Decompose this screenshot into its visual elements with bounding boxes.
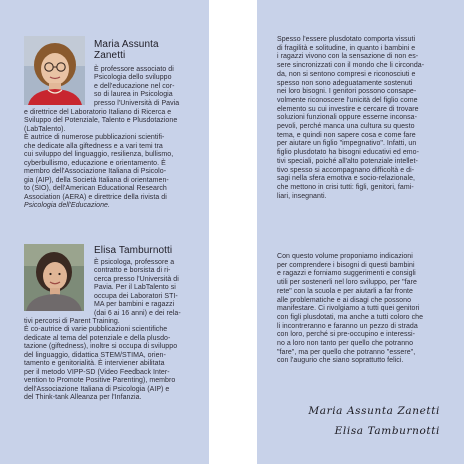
paragraph-2 — [277, 253, 423, 366]
text-line: e ragazzi e forniamo suggerimenti e consigli — [277, 270, 416, 278]
text-line: spesso non sono adeguatamente sostenuti — [277, 79, 413, 87]
bio-line: vention to Promote Positive Parenting), membro — [24, 377, 176, 385]
bio-line: e direttrice del Laboratorio Italiano di Ricerca e — [24, 109, 172, 116]
bio-line: contratto e borsista di ri- — [94, 267, 171, 275]
text-line: che mettono in crisi tutti: figli, genitori, fami- — [277, 183, 414, 191]
text-line: "fare", ma per quello che potranno "essere", — [277, 348, 416, 356]
paragraph-1 — [277, 36, 424, 201]
text-line: tivo spesso si accompagnano difficoltà e di- — [277, 166, 415, 174]
text-line: soluzioni funzionali oppure esserne inconsa- — [277, 114, 417, 122]
author2-bio-full — [24, 318, 177, 403]
bio-line: membro dell'Associazione Italiana di Psicolo- — [24, 168, 167, 176]
bio-line: dedicate al tema del potenziale e della plusdo- — [24, 334, 171, 342]
bio-line: del Think-tank Alleanza per l'Infanzia. — [24, 394, 142, 402]
bio-line: che dedicate alla giftedness e a vari temi tra — [24, 142, 163, 150]
bio-line: e dell'educazione nel cor- — [94, 82, 175, 90]
author2-bio-side — [94, 259, 181, 318]
bio-line: gia (AIP), della Società Italiana di orientamen- — [24, 176, 169, 184]
author2-photo — [24, 244, 84, 311]
text-line: liari, insegnanti. — [277, 192, 327, 200]
bio-line: Pavia. Per il LabTalento si — [94, 284, 176, 292]
text-line: con l'augurio che siano soprattutto felici. — [277, 357, 404, 365]
text-line: li incontreranno e faranno un pezzo di strada — [277, 322, 418, 330]
bio-line: È psicologa, professore a — [94, 259, 175, 266]
author2-name: Elisa Tamburnotti — [94, 245, 173, 256]
text-line: da, non si sentono compresi e riconosciuti e — [277, 70, 416, 78]
text-line: tema, e quindi non sapere cosa e come fare — [277, 131, 416, 139]
text-line: con loro, perché si pre-occupino e interessi- — [277, 331, 416, 339]
bio-line: presso l'Università di Pavia — [94, 99, 180, 107]
bio-line: tamento e genitorialità. È interviener abilitata — [24, 360, 165, 368]
text-line: rete" con la scuola e per aiutarli a far fronte — [277, 287, 413, 295]
bio-line: È autrice di numerose pubblicazioni scientifi- — [24, 134, 165, 142]
text-line: volmente riconoscere l'unicità del figlio come — [277, 96, 418, 104]
author1-name-first: Maria Assunta — [94, 39, 159, 50]
journal-title: Psicologia dell'Educazione. — [24, 201, 110, 209]
bio-line: cyberbullismo, educazione e orientamento. È — [24, 159, 166, 167]
left-panel — [0, 0, 209, 464]
text-line: sagi nella sfera emotiva e socio-relazionale, — [277, 175, 416, 183]
text-line: alle problematiche e ai disagi che possono — [277, 296, 412, 304]
bio-line: È co-autrice di varie pubblicazioni scientifiche — [24, 326, 168, 334]
text-line: con figli plusdotati, ma anche a tutti coloro che — [277, 313, 424, 321]
text-line: elemento su cui investire e cercare di trovare — [277, 105, 419, 113]
text-line: sere sincronizzati con il mondo che li circonda- — [277, 62, 425, 70]
author1-bio-full — [24, 109, 177, 210]
bio-line — [24, 202, 177, 210]
author1-bio-side — [94, 66, 179, 108]
text-line: per comprendere i bisogni di questi bambini — [277, 261, 415, 269]
signature-zanetti: Maria Assunta Zanetti — [308, 405, 440, 417]
text-line: figlio plusdotato ha bisogni educativi ed emo- — [277, 149, 419, 157]
signature-tamburnotti: Elisa Tamburnotti — [334, 425, 440, 437]
right-panel — [257, 0, 464, 464]
bio-line: È professore associato di — [94, 66, 174, 73]
text-line: nei loro bisogni. I genitori possono consape- — [277, 88, 417, 96]
text-line: di fragilità e solitudine, in quanto i bambini e — [277, 44, 416, 52]
bio-line: tazione (giftedness), inoltre si occupa di sviluppo — [24, 343, 178, 351]
bio-line: (dai 6 ai 16 anni) e dei rela- — [94, 309, 181, 317]
bio-line: tivi percorsi di Parent Training. — [24, 318, 120, 325]
text-line: i ragazzi vivono con la sensazione di non es- — [277, 53, 419, 61]
bio-line: per il metodo VIPP-SD (Video Feedback Inter- — [24, 368, 170, 376]
bio-line: Sviluppo del Potenziale, Talento e Plusdotazione — [24, 117, 178, 125]
bio-line: del linguaggio, didattica STEM/STIMA, orien- — [24, 351, 166, 359]
bio-line: MA per bambini e ragazzi — [94, 301, 175, 309]
text-line: Con questo volume proponiamo indicazioni — [277, 253, 413, 260]
bio-line: so di laurea in Psicologia — [94, 91, 173, 99]
author1-name-last: Zanetti — [94, 50, 126, 61]
bio-line: (LabTalento). — [24, 125, 66, 133]
text-line: Spesso l'essere plusdotato comporta vissuti — [277, 36, 416, 43]
text-line: per aiutare un figlio "impegnativo". Infatti, un — [277, 140, 417, 148]
text-line: manifestare. Ci rivolgiamo a tutti quei genitori — [277, 305, 420, 313]
text-line: no a loro non tanto per quello che potranno — [277, 340, 414, 348]
text-line: utili per sostenerli nel loro sviluppo, per "fare — [277, 279, 417, 287]
bio-line: dell'Associazione Italiana di Psicologia (AIP) e — [24, 385, 170, 393]
text-line: pevoli, perché manca una cultura su questo — [277, 123, 415, 131]
text-line: tivi speciali, poiché all'alto potenziale intellet- — [277, 157, 418, 165]
author1-photo — [24, 36, 85, 105]
bio-line: cui sviluppo del linguaggio, resilienza, bullismo, — [24, 151, 174, 159]
bio-line: Psicologia dello sviluppo — [94, 74, 172, 82]
bio-line: occupa dei Laboratori STI- — [94, 292, 178, 300]
bio-line: Association (AERA) e direttrice della rivista di — [24, 193, 167, 201]
bio-line: to (SIO), dell'American Educational Research — [24, 185, 167, 193]
bio-line: cerca presso l'Università di — [94, 275, 179, 283]
